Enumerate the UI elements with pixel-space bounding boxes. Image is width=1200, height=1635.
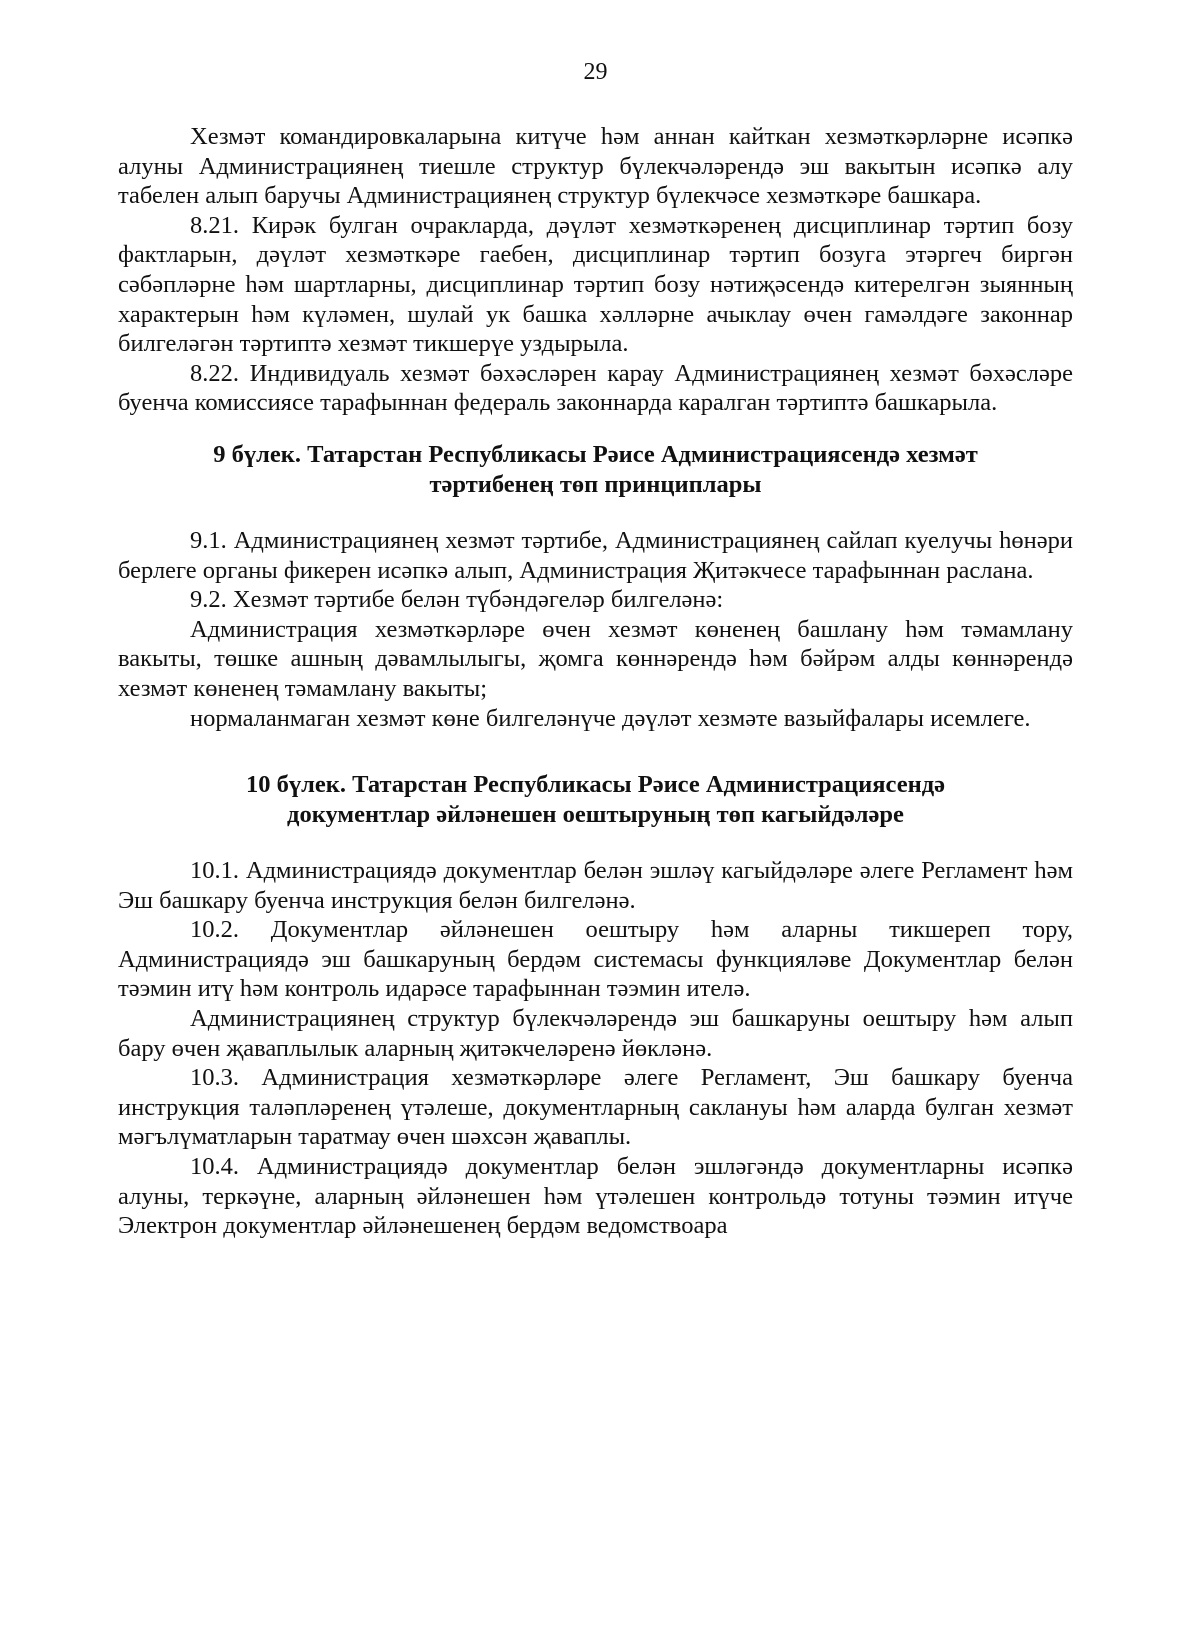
paragraph-10-2-responsibility: Администрациянең структур бүлекчәләрендә эш башкаруны оештыру һәм алып бару өчен җаваплылык аларның җитәкчеләренә йөкләнә. [118,1005,1073,1062]
paragraph-9-1: 9.1. Администрациянең хезмәт тәртибе, Администрациянең сайлап куелучы һөнәри берлеге органы фикерен исәпкә алып, Администрация Җитәкчесе тарафыннан раслана. [118,526,1073,584]
paragraph-10-4: 10.4. Администрациядә документлар белән эшләгәндә документларны исәпкә алуны, теркәүне, аларның әйләнешен һәм үтәлешен контрольдә тотуны тәэмин итүче Электрон документлар әйләнешенең бердәм ведомствоара [118,1153,1073,1240]
section-9-heading-line2: тәртибенең төп принциплары [429,470,762,498]
section-9-heading-line1: 9 бүлек. Татарстан Республикасы Рәисе Администрациясендә хезмәт [213,440,978,468]
paragraph-10-3: 10.3. Администрация хезмәткәрләре әлеге Регламент, Эш башкару буенча инструкция таләпләренең үтәлеше, документларның саклануы һәм аларда булган хезмәт мәгълүматларын таратмау өчен шәхсән җаваплы. [118,1064,1073,1151]
paragraph-8-21: 8.21. Кирәк булган очракларда, дәүләт хезмәткәренең дисциплинар тәртип бозу фактларын, дәүләт хезмәткәре гаебен, дисциплинар тәртип бозуга этәргеч биргән сәбәпләрне һәм шартларны, дисциплинар тәртип бозу нәтиҗәсендә китерелгән зыянның характерын һәм күләмен, шулай ук башка хәлләрне ачыклау өчен гамәлдәге законнар билгеләгән тәртиптә хезмәт тикшерүе уздырыла. [118,211,1073,358]
paragraph-10-2: 10.2. Документлар әйләнешен оештыру һәм аларны тикшереп тору, Администрациядә эш башкаруның бердәм системасы функцияләве Документлар белән тәэмин итү һәм контроль идарәсе тарафыннан тәэмин ителә. [118,916,1073,1003]
paragraph-9-2-item-irregular-hours: нормаланмаган хезмәт көне билгеләнүче дәүләт хезмәте вазыйфалары исемлеге. [190,704,1031,732]
section-9-heading [118,440,1073,500]
page-number: 29 [583,59,608,85]
paragraph-8-22: 8.22. Индивидуаль хезмәт бәхәсләрен карау Администрациянең хезмәт бәхәсләре буенча комиссиясе тарафыннан федераль законнарда каралган тәртиптә башкарыла. [118,359,1073,417]
section-10-heading-line1: 10 бүлек. Татарстан Республикасы Рәисе Администрациясендә [246,771,945,799]
paragraph-9-2-item-work-hours: Администрация хезмәткәрләре өчен хезмәт көненең башлану һәм тәмамлану вакыты, төшке ашның дәвамлылыгы, җомга көннәрендә һәм бәйрәм алды көннәрендә хезмәт көненең тәмамлану вакыты; [118,615,1073,702]
paragraph-business-trips: Хезмәт командировкаларына китүче һәм аннан кайткан хезмәткәрләрне исәпкә алуны Администрациянең тиешле структур бүлекчәләрендә эш вакытын исәпкә алу табелен алып баручы Администрациянең структур бүлекчәсе хезмәткәре башкара. [118,123,1073,210]
section-10-heading-line2: документлар әйләнешен оештыруның төп кагыйдәләре [287,801,904,829]
paragraph-10-1: 10.1. Администрациядә документлар белән эшләү кагыйдәләре әлеге Регламент һәм Эш башкару буенча инструкция белән билгеләнә. [118,857,1073,914]
document-body [118,122,1073,1241]
section-10-heading [118,770,1073,830]
paragraph-9-2: 9.2. Хезмәт тәртибе белән түбәндәгеләр билгеләнә: [190,586,724,614]
